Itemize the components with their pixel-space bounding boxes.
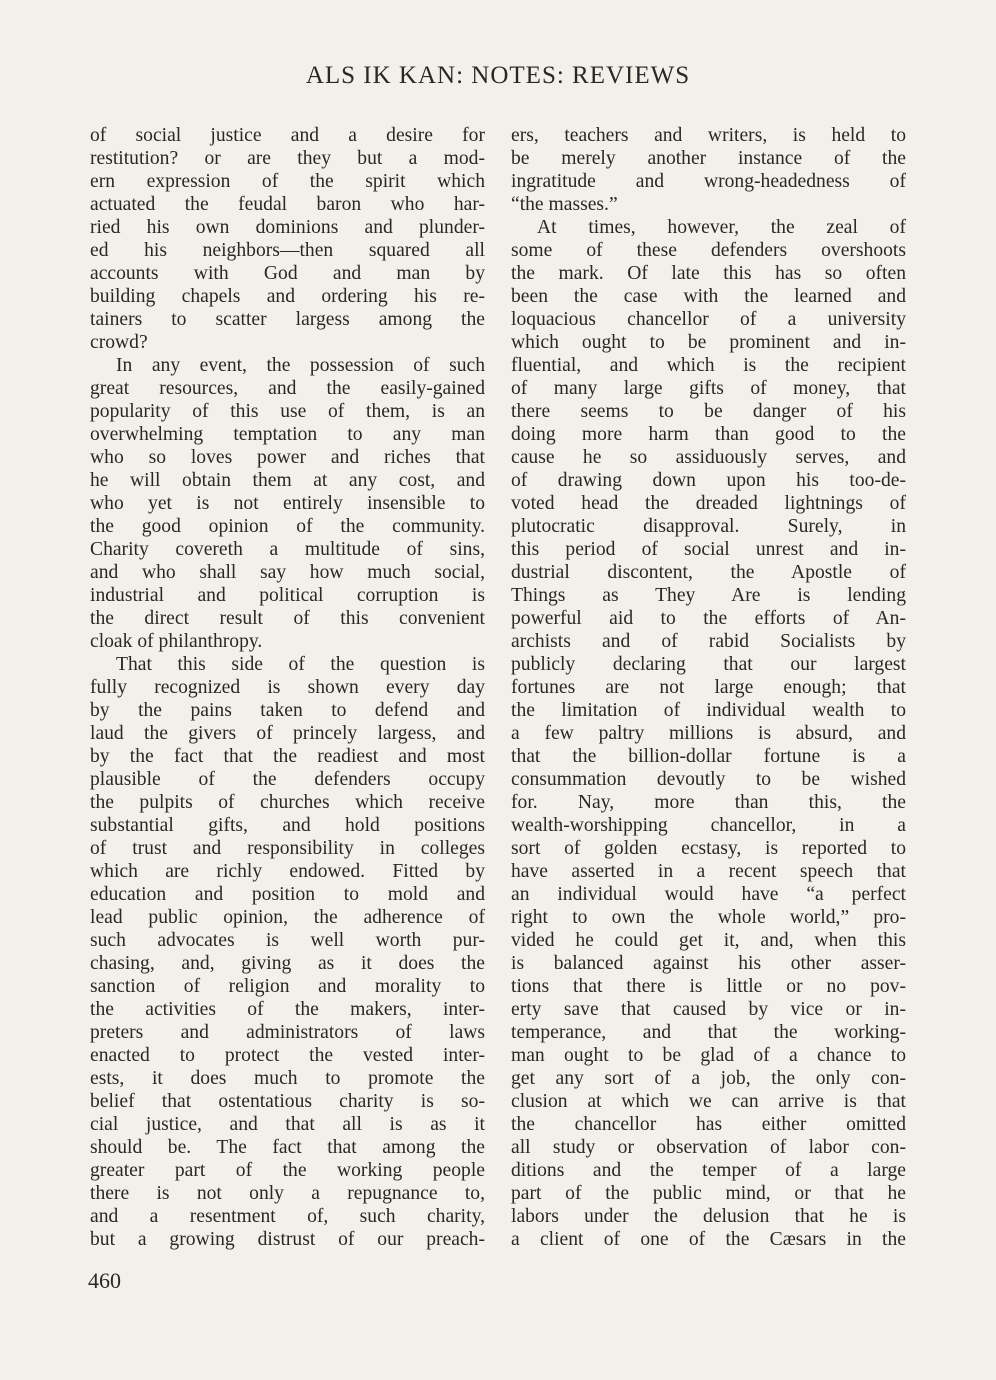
text-line: cause he so assiduously serves, and — [511, 447, 906, 468]
text-line: the pulpits of churches which receive — [90, 792, 485, 813]
text-line: fortunes are not large enough; that — [511, 677, 906, 698]
text-line: cial justice, and that all is as it — [90, 1114, 485, 1135]
text-line: That this side of the question is — [116, 654, 485, 675]
text-line: crowd? — [90, 332, 148, 353]
text-line: the mark. Of late this has so often — [511, 263, 906, 284]
text-line: ried his own dominions and plunder- — [90, 217, 485, 238]
text-line: of trust and responsibility in colleges — [90, 838, 485, 859]
text-line: fluential, and which is the recipient — [511, 355, 906, 376]
text-line: education and position to mold and — [90, 884, 485, 905]
text-line: and who shall say how much social, — [90, 562, 485, 583]
text-line: archists and of rabid Socialists by — [511, 631, 906, 652]
text-line: there seems to be danger of his — [511, 401, 906, 422]
left-column — [90, 124, 485, 1251]
text-line: who yet is not entirely insensible to — [90, 493, 485, 514]
text-line: man ought to be glad of a chance to — [511, 1045, 906, 1066]
text-line: chasing, and, giving as it does the — [90, 953, 485, 974]
text-line: the good opinion of the community. — [90, 516, 485, 537]
text-line: of drawing down upon his too-de- — [511, 470, 906, 491]
text-line: belief that ostentatious charity is so- — [90, 1091, 485, 1112]
text-line: the direct result of this convenient — [90, 608, 485, 629]
text-line: loquacious chancellor of a university — [511, 309, 906, 330]
text-line: cloak of philanthropy. — [90, 631, 263, 652]
text-line: have asserted in a recent speech that — [511, 861, 906, 882]
text-line: industrial and political corruption is — [90, 585, 485, 606]
text-line: ers, teachers and writers, is held to — [511, 125, 906, 146]
text-line: and a resentment of, such charity, — [90, 1206, 485, 1227]
text-line: In any event, the possession of such — [116, 355, 485, 376]
text-line: ed his neighbors—then squared all — [90, 240, 485, 261]
text-line: wealth-worshipping chancellor, in a — [511, 815, 906, 836]
text-line: erty save that caused by vice or in- — [511, 999, 906, 1020]
text-line: laud the givers of princely largess, and — [90, 723, 485, 744]
text-line: get any sort of a job, the only con- — [511, 1068, 906, 1089]
text-line: consummation devoutly to be wished — [511, 769, 906, 790]
text-line: ingratitude and wrong-headedness of — [511, 171, 906, 192]
text-line: there is not only a repugnance to, — [90, 1183, 485, 1204]
text-line: Things as They Are is lending — [511, 585, 906, 606]
text-line: sanction of religion and morality to — [90, 976, 485, 997]
text-line: plausible of the defenders occupy — [90, 769, 485, 790]
text-line: for. Nay, more than this, the — [511, 792, 906, 813]
text-line: who so loves power and riches that — [90, 447, 485, 468]
text-line: “the masses.” — [511, 194, 618, 215]
text-line: clusion at which we can arrive is that — [511, 1091, 906, 1112]
text-line: the activities of the makers, inter- — [90, 999, 485, 1020]
text-line: tions that there is little or no pov- — [511, 976, 906, 997]
text-line: Charity covereth a multitude of sins, — [90, 539, 485, 560]
text-line: tainers to scatter largess among the — [90, 309, 485, 330]
text-line: some of these defenders overshoots — [511, 240, 906, 261]
text-line: which ought to be prominent and in- — [511, 332, 906, 353]
text-line: actuated the feudal baron who har- — [90, 194, 485, 215]
text-line: overwhelming temptation to any man — [90, 424, 485, 445]
text-line: doing more harm than good to the — [511, 424, 906, 445]
text-line: but a growing distrust of our preach- — [90, 1229, 485, 1250]
text-line: ditions and the temper of a large — [511, 1160, 906, 1181]
text-line: be merely another instance of the — [511, 148, 906, 169]
text-line: all study or observation of labor con- — [511, 1137, 906, 1158]
text-line: this period of social unrest and in- — [511, 539, 906, 560]
text-line: publicly declaring that our largest — [511, 654, 906, 675]
text-line: building chapels and ordering his re- — [90, 286, 485, 307]
right-column — [511, 124, 906, 1251]
text-line: right to own the whole world,” pro- — [511, 907, 906, 928]
text-line: is balanced against his other asser- — [511, 953, 906, 974]
text-line: At times, however, the zeal of — [537, 217, 906, 238]
running-header: ALS IK KAN: NOTES: REVIEWS — [305, 62, 691, 89]
text-line: ern expression of the spirit which — [90, 171, 485, 192]
text-line: by the fact that the readiest and most — [90, 746, 485, 767]
text-line: enacted to protect the vested inter- — [90, 1045, 485, 1066]
text-line: been the case with the learned and — [511, 286, 906, 307]
text-line: such advocates is well worth pur- — [90, 930, 485, 951]
text-line: fully recognized is shown every day — [90, 677, 485, 698]
text-line: accounts with God and man by — [90, 263, 485, 284]
text-line: sort of golden ecstasy, is reported to — [511, 838, 906, 859]
text-line: great resources, and the easily-gained — [90, 378, 485, 399]
text-line: of social justice and a desire for — [90, 125, 485, 146]
text-line: voted head the dreaded lightnings of — [511, 493, 906, 514]
text-line: should be. The fact that among the — [90, 1137, 485, 1158]
text-line: an individual would have “a perfect — [511, 884, 906, 905]
text-line: preters and administrators of laws — [90, 1022, 485, 1043]
text-line: powerful aid to the efforts of An- — [511, 608, 906, 629]
text-line: greater part of the working people — [90, 1160, 485, 1181]
text-line: a few paltry millions is absurd, and — [511, 723, 906, 744]
text-line: lead public opinion, the adherence of — [90, 907, 485, 928]
text-line: dustrial discontent, the Apostle of — [511, 562, 906, 583]
text-line: part of the public mind, or that he — [511, 1183, 906, 1204]
text-line: labors under the delusion that he is — [511, 1206, 906, 1227]
text-line: by the pains taken to defend and — [90, 700, 485, 721]
text-line: vided he could get it, and, when this — [511, 930, 906, 951]
text-line: plutocratic disapproval. Surely, in — [511, 516, 906, 537]
text-line: restitution? or are they but a mod- — [90, 148, 485, 169]
page-number: 460 — [88, 1268, 121, 1293]
text-line: the chancellor has either omitted — [511, 1114, 906, 1135]
text-line: which are richly endowed. Fitted by — [90, 861, 485, 882]
text-line: of many large gifts of money, that — [511, 378, 906, 399]
text-line: that the billion-dollar fortune is a — [511, 746, 906, 767]
text-line: a client of one of the Cæsars in the — [511, 1229, 906, 1250]
text-line: ests, it does much to promote the — [90, 1068, 485, 1089]
text-line: substantial gifts, and hold positions — [90, 815, 485, 836]
text-line: temperance, and that the working- — [511, 1022, 906, 1043]
text-line: he will obtain them at any cost, and — [90, 470, 485, 491]
text-line: the limitation of individual wealth to — [511, 700, 906, 721]
text-line: popularity of this use of them, is an — [90, 401, 485, 422]
